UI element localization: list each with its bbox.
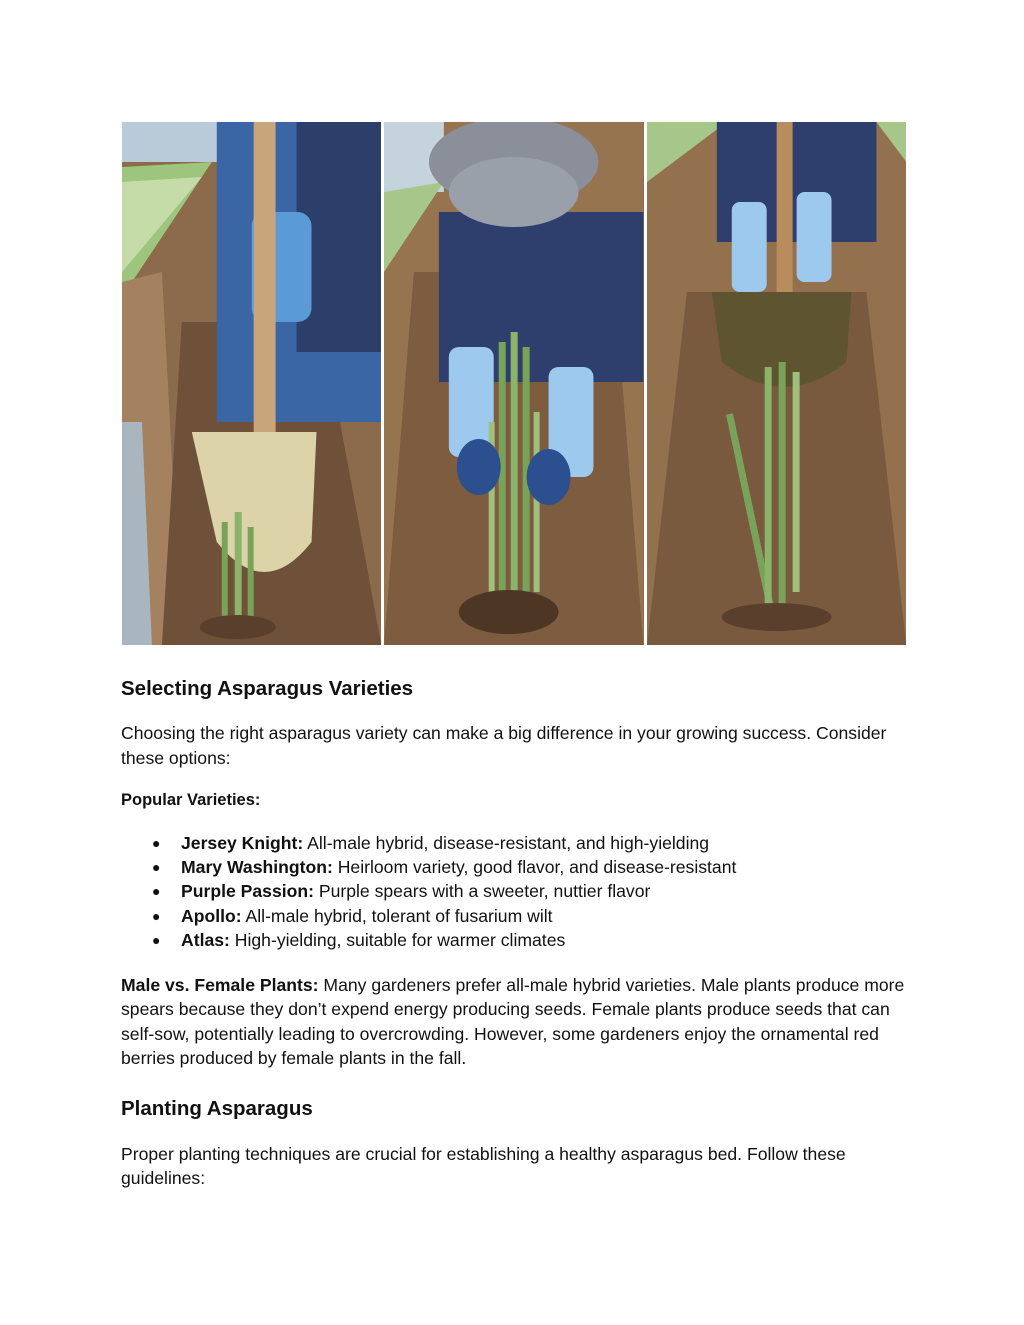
variety-name: Atlas: (181, 930, 230, 951)
section-heading-selecting-varieties: Selecting Asparagus Varieties (121, 677, 414, 700)
variety-name: Apollo: (181, 905, 242, 926)
list-item-jersey-knight (121, 831, 911, 855)
hands-planting-asparagus-photo (384, 122, 643, 645)
bullet-icon: ● (152, 932, 161, 949)
list-item-atlas (121, 928, 911, 952)
list-item-mary-washington (121, 855, 911, 879)
planting-intro-paragraph: Proper planting techniques are crucial for establishing a healthy asparagus bed. Follow these guidelines: (121, 1143, 846, 1189)
bullet-icon: ● (152, 907, 161, 924)
variety-description: All-male hybrid, disease-resistant, and high-yielding (303, 832, 710, 853)
section-heading-planting: Planting Asparagus (121, 1096, 313, 1120)
asparagus-planting-photo-strip (122, 122, 906, 645)
varieties-intro-paragraph: Choosing the right asparagus variety can make a big difference in your growing success. Consider these options: (121, 723, 887, 768)
male-vs-female-text: Many gardeners prefer all-male hybrid varieties. Male plants produce more spears because they don’t expend energy producing seeds. Female plants produce seeds that can self-sow, potentially leading to overcrowding. However, some gardeners enjoy the ornamental red berries produced by female plants in the fall. (121, 974, 905, 1069)
list-item-apollo (121, 904, 911, 928)
article-content (121, 675, 911, 1191)
variety-description: All-male hybrid, tolerant of fusarium wilt (241, 905, 553, 926)
variety-name: Mary Washington: (181, 856, 333, 877)
variety-name: Jersey Knight: (181, 832, 304, 853)
asparagus-in-trench-photo (647, 122, 906, 645)
bullet-icon: ● (152, 834, 161, 851)
varieties-list (121, 831, 911, 953)
popular-varieties-label: Popular Varieties: (121, 791, 261, 809)
male-vs-female-label: Male vs. Female Plants: (121, 974, 319, 995)
list-item-purple-passion (121, 879, 911, 903)
variety-name: Purple Passion: (181, 881, 314, 902)
variety-description: Purple spears with a sweeter, nuttier flavor (313, 881, 651, 902)
male-vs-female-paragraph (121, 973, 911, 1071)
bullet-icon: ● (152, 858, 161, 875)
bullet-icon: ● (152, 883, 161, 900)
variety-description: High-yielding, suitable for warmer climates (229, 930, 566, 951)
variety-description: Heirloom variety, good flavor, and disease-resistant (332, 856, 737, 877)
shovel-digging-trench-photo (122, 122, 381, 645)
